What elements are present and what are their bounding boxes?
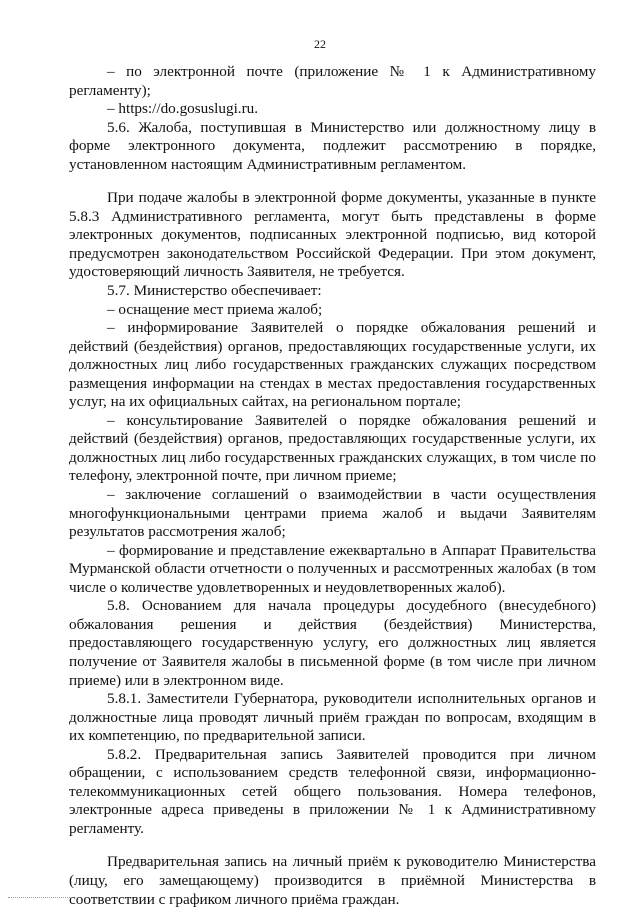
paragraph-5-6: 5.6. Жалоба, поступившая в Министерство или должностному лицу в форме электронного документа, подлежит рассмотрению в порядке, установленном настоящим Административным регламентом.: [69, 118, 596, 173]
list-item-reporting: – формирование и представление ежеквартально в Аппарат Правительства Мурманской области отчетности о полученных и рассмотренных жалобах (в том числе о количестве удовлетворенных и неудовлетворенных жалоб).: [69, 541, 596, 596]
list-item-equipment: – оснащение мест приема жалоб;: [107, 300, 323, 318]
page-number: 22: [314, 37, 326, 51]
paragraph-5-7: 5.7. Министерство обеспечивает:: [107, 282, 322, 300]
list-item-agreements: – заключение соглашений о взаимодействии в части осуществления многофункциональными центрами приема жалоб и выдачи Заявителям результатов рассмотрения жалоб;: [69, 486, 596, 541]
scan-edge-mark: [8, 897, 72, 899]
paragraph-5-8-1: 5.8.1. Заместители Губернатора, руководители исполнительных органов и должностные лица проводят личный приём граждан по вопросам, входящим в их компетенцию, по предварительной записи.: [69, 690, 596, 745]
paragraph-5-8-2: 5.8.2. Предварительная запись Заявителей проводится при личном обращении, с использованием средств телефонной связи, информационно-телекоммуникационных сетей общего пользования. Номера телефонов, электронные адреса приведены в приложении № 1 к Административному регламенту.: [69, 745, 596, 837]
paragraph-email-item: – по электронной почте (приложение № 1 к Административному регламенту);: [69, 63, 596, 99]
document-body: [69, 63, 596, 909]
list-item-consulting: – консультирование Заявителей о порядке обжалования решений и действий (бездействия) органов, предоставляющих государственные услуги, их должностных лиц либо государственных гражданских служащих, в том числе по телефону, электронной почте, при личном приеме;: [69, 411, 596, 485]
paragraph-gosuslugi-link: – https://do.gosuslugi.ru.: [107, 100, 259, 118]
paragraph-5-8: 5.8. Основанием для начала процедуры досудебного (внесудебного) обжалования решения и действия (бездействия) Министерства, предоставляющего государственную услугу, его должностных лиц является получение от Заявителя жалобы в письменной форме (в том числе при личном приеме) или в электронном виде.: [69, 597, 596, 689]
paragraph-electronic-complaint: При подаче жалобы в электронной форме документы, указанные в пункте 5.8.3 Административного регламента, могут быть представлены в форме электронных документов, подписанных электронной подписью, вид которой предусмотрен законодательством Российской Федерации. При этом документ, удостоверяющий личность Заявителя, не требуется.: [69, 189, 596, 281]
paragraph-appointment: Предварительная запись на личный приём к руководителю Министерства (лицу, его замещающему) производится в приёмной Министерства в соответствии с графиком личного приёма граждан.: [69, 853, 596, 908]
list-item-informing: – информирование Заявителей о порядке обжалования решений и действий (бездействия) органов, предоставляющих государственные услуги, их должностных лиц либо государственных гражданских служащих посредством размещения информации на стендах в местах предоставления государственных услуг, на их официальных сайтах, на региональном портале;: [69, 319, 596, 411]
